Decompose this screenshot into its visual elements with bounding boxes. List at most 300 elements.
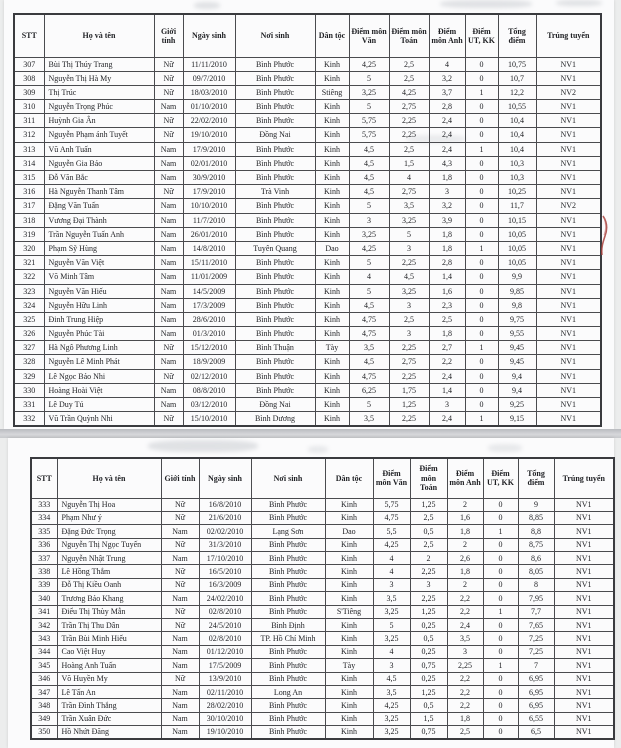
diem-mon-van-cell: 4,5 [373, 672, 410, 685]
diem-ut-kk-cell: 0 [465, 256, 498, 270]
column-header: STT [31, 458, 57, 498]
column-header: Điểm môn Anh [447, 458, 483, 498]
diem-mon-toan-cell: 3 [389, 327, 429, 341]
tong-diem-cell: 11,7 [498, 199, 536, 213]
dan-toc-cell: Kinh [325, 538, 373, 551]
diem-mon-van-cell: 4,5 [349, 171, 389, 185]
tong-diem-cell: 9,55 [498, 327, 536, 341]
stt-cell: 348 [31, 699, 57, 712]
dan-toc-cell: Kinh [325, 565, 373, 578]
diem-mon-van-cell: 4,75 [349, 369, 389, 383]
diem-mon-anh-cell: 1,8 [429, 327, 465, 341]
diem-mon-toan-cell: 2,75 [389, 185, 429, 199]
column-header: Giới tính [154, 14, 183, 57]
ho-va-ten-cell: Hoàng Hoài Việt [44, 383, 154, 397]
noi-sinh-cell: Bình Phước [235, 256, 315, 270]
scan-smudge [194, 2, 220, 9]
trung-tuyen-cell: NV1 [536, 284, 601, 298]
table-row [14, 128, 601, 142]
diem-ut-kk-cell: 0 [465, 369, 498, 383]
diem-mon-van-cell: 4,5 [349, 142, 389, 156]
diem-ut-kk-cell: 0 [465, 100, 498, 114]
diem-mon-van-cell: 4,5 [349, 298, 389, 312]
diem-mon-toan-cell: 2,5 [389, 57, 429, 71]
stt-cell: 310 [14, 100, 44, 114]
noi-sinh-cell: Bình Phước [251, 659, 325, 672]
diem-ut-kk-cell: 1 [483, 659, 518, 672]
tong-diem-cell: 10,4 [498, 114, 536, 128]
table-row [14, 327, 601, 341]
stt-cell: 318 [14, 213, 44, 227]
document-page-2 [8, 438, 614, 748]
gioi-tinh-cell: Nữ [161, 619, 199, 632]
ngay-sinh-cell: 16/5/2010 [199, 565, 251, 578]
ngay-sinh-cell: 18/9/2009 [183, 355, 235, 369]
trung-tuyen-cell: NV1 [536, 100, 601, 114]
tong-diem-cell: 6,95 [518, 672, 554, 685]
tong-diem-cell: 10,7 [498, 71, 536, 85]
ngay-sinh-cell: 17/9/2010 [183, 185, 235, 199]
diem-mon-van-cell: 3,25 [373, 605, 410, 618]
trung-tuyen-cell: NV1 [536, 213, 601, 227]
trung-tuyen-cell: NV1 [536, 57, 601, 71]
ngay-sinh-cell: 26/01/2010 [183, 227, 235, 241]
trung-tuyen-cell: NV1 [536, 383, 601, 397]
diem-mon-van-cell: 3,5 [349, 341, 389, 355]
diem-mon-van-cell: 3,5 [373, 592, 410, 605]
diem-mon-anh-cell: 2,5 [429, 312, 465, 326]
tong-diem-cell: 10,25 [498, 185, 536, 199]
diem-mon-anh-cell: 2,2 [429, 355, 465, 369]
diem-mon-van-cell: 4,5 [349, 355, 389, 369]
trung-tuyen-cell: NV1 [536, 71, 601, 85]
diem-ut-kk-cell: 1 [465, 241, 498, 255]
diem-mon-anh-cell: 2,2 [447, 685, 483, 698]
ngay-sinh-cell: 01/3/2010 [183, 327, 235, 341]
stt-cell: 341 [31, 605, 57, 618]
noi-sinh-cell: Đồng Nai [235, 128, 315, 142]
trung-tuyen-cell: NV1 [554, 552, 614, 565]
results-table-page-1 [13, 13, 602, 427]
noi-sinh-cell: Bình Phước [235, 171, 315, 185]
diem-mon-van-cell: 3,25 [349, 85, 389, 99]
dan-toc-cell: Kinh [315, 199, 349, 213]
table-row [14, 185, 601, 199]
ngay-sinh-cell: 15/11/2010 [183, 256, 235, 270]
stt-cell: 349 [31, 712, 57, 725]
dan-toc-cell: Kinh [315, 57, 349, 71]
tong-diem-cell: 8,85 [518, 511, 554, 524]
ngay-sinh-cell: 17/3/2009 [183, 298, 235, 312]
diem-mon-anh-cell: 2,3 [429, 298, 465, 312]
diem-mon-van-cell: 3,5 [373, 685, 410, 698]
ngay-sinh-cell: 19/10/2010 [183, 128, 235, 142]
ngay-sinh-cell: 15/10/2010 [183, 412, 235, 426]
diem-mon-toan-cell: 2,25 [389, 256, 429, 270]
gioi-tinh-cell: Nữ [161, 498, 199, 511]
gioi-tinh-cell: Nữ [161, 565, 199, 578]
diem-mon-anh-cell: 3,9 [429, 213, 465, 227]
noi-sinh-cell: Bình Phước [235, 156, 315, 170]
ngay-sinh-cell: 17/9/2010 [183, 142, 235, 156]
trung-tuyen-cell: NV1 [554, 605, 614, 618]
header-row [31, 458, 614, 498]
stt-cell: 314 [14, 156, 44, 170]
table-row [14, 369, 601, 383]
ngay-sinh-cell: 17/10/2010 [199, 552, 251, 565]
stt-cell: 336 [31, 538, 57, 551]
diem-mon-van-cell: 4,25 [349, 57, 389, 71]
trung-tuyen-cell: NV1 [536, 398, 601, 412]
noi-sinh-cell: Bình Phước [251, 565, 325, 578]
noi-sinh-cell: Bình Phước [235, 100, 315, 114]
diem-ut-kk-cell: 0 [465, 298, 498, 312]
column-header: Dân tộc [325, 458, 373, 498]
dan-toc-cell: Kinh [315, 298, 349, 312]
trung-tuyen-cell: NV1 [554, 685, 614, 698]
stt-cell: 347 [31, 685, 57, 698]
gioi-tinh-cell: Nam [154, 284, 183, 298]
noi-sinh-cell: Bình Phước [235, 327, 315, 341]
column-header: Họ và tên [57, 458, 161, 498]
gioi-tinh-cell: Nữ [161, 605, 199, 618]
gioi-tinh-cell: Nam [161, 592, 199, 605]
table-row [31, 552, 614, 565]
noi-sinh-cell: Bình Phước [251, 552, 325, 565]
gioi-tinh-cell: Nam [154, 213, 183, 227]
noi-sinh-cell: Bình Phước [235, 369, 315, 383]
column-header: Tổng điểm [518, 458, 554, 498]
gioi-tinh-cell: Nam [154, 241, 183, 255]
ngay-sinh-cell: 30/9/2010 [183, 171, 235, 185]
diem-mon-toan-cell: 2,25 [389, 341, 429, 355]
column-header: Điểm UT, KK [483, 458, 518, 498]
stt-cell: 334 [31, 511, 57, 524]
column-header: Điểm môn Toán [410, 458, 447, 498]
diem-mon-anh-cell: 2,4 [429, 142, 465, 156]
ngay-sinh-cell: 31/3/2010 [199, 538, 251, 551]
dan-toc-cell: Kinh [315, 327, 349, 341]
scan-smudge [440, 0, 532, 8]
ho-va-ten-cell: Hoàng Anh Tuấn [57, 659, 161, 672]
ho-va-ten-cell: Võ Minh Tâm [44, 270, 154, 284]
diem-mon-van-cell: 4,25 [373, 538, 410, 551]
noi-sinh-cell: Bình Phước [251, 605, 325, 618]
ngay-sinh-cell: 02/01/2010 [183, 156, 235, 170]
page-separator [0, 429, 621, 438]
ho-va-ten-cell: Nguyễn Phạm ánh Tuyết [44, 128, 154, 142]
diem-mon-toan-cell: 3,25 [389, 284, 429, 298]
ngay-sinh-cell: 21/6/2010 [199, 511, 251, 524]
diem-mon-toan-cell: 0,25 [410, 672, 447, 685]
dan-toc-cell: Kinh [325, 552, 373, 565]
table-row [14, 312, 601, 326]
diem-mon-toan-cell: 2,5 [389, 142, 429, 156]
tong-diem-cell: 7,95 [518, 592, 554, 605]
ho-va-ten-cell: Lê Ngọc Bảo Nhi [44, 369, 154, 383]
diem-mon-van-cell: 3 [373, 659, 410, 672]
table-row [31, 726, 614, 739]
trung-tuyen-cell: NV1 [536, 355, 601, 369]
table-row [14, 412, 601, 426]
gioi-tinh-cell: Nam [161, 659, 199, 672]
noi-sinh-cell: Bình Phước [251, 498, 325, 511]
tong-diem-cell: 6,5 [518, 726, 554, 739]
diem-ut-kk-cell: 0 [465, 128, 498, 142]
ho-va-ten-cell: Cao Việt Huy [57, 645, 161, 658]
dan-toc-cell: Kinh [315, 185, 349, 199]
diem-ut-kk-cell: 0 [483, 672, 518, 685]
table-row [14, 398, 601, 412]
red-pen-mark [596, 214, 612, 258]
ho-va-ten-cell: Hà Ngô Phương Linh [44, 341, 154, 355]
trung-tuyen-cell: NV1 [536, 312, 601, 326]
gioi-tinh-cell: Nam [154, 383, 183, 397]
ho-va-ten-cell: Đặng Văn Tuấn [44, 199, 154, 213]
trung-tuyen-cell: NV1 [554, 592, 614, 605]
noi-sinh-cell: TP. Hồ Chí Minh [251, 632, 325, 645]
dan-toc-cell: Kinh [325, 498, 373, 511]
ngay-sinh-cell: 08/8/2010 [183, 383, 235, 397]
diem-mon-toan-cell: 2 [410, 552, 447, 565]
diem-ut-kk-cell: 0 [483, 511, 518, 524]
trung-tuyen-cell: NV1 [554, 565, 614, 578]
diem-mon-toan-cell: 1,5 [410, 712, 447, 725]
stt-cell: 346 [31, 672, 57, 685]
table-row [31, 565, 614, 578]
table-row [31, 712, 614, 725]
ho-va-ten-cell: Trần Bùi Minh Hiếu [57, 632, 161, 645]
stt-cell: 323 [14, 284, 44, 298]
ngay-sinh-cell: 22/02/2010 [183, 114, 235, 128]
dan-toc-cell: Kinh [325, 699, 373, 712]
ngay-sinh-cell: 02/8/2010 [199, 605, 251, 618]
ho-va-ten-cell: Lê Tấn An [57, 685, 161, 698]
tong-diem-cell: 9,4 [498, 383, 536, 397]
diem-ut-kk-cell: 0 [465, 312, 498, 326]
noi-sinh-cell: Bình Phước [235, 71, 315, 85]
tong-diem-cell: 6,95 [518, 699, 554, 712]
gioi-tinh-cell: Nam [161, 685, 199, 698]
table-row [14, 284, 601, 298]
dan-toc-cell: Stiêng [315, 85, 349, 99]
stt-cell: 342 [31, 619, 57, 632]
gioi-tinh-cell: Nữ [154, 85, 183, 99]
dan-toc-cell: Kinh [315, 412, 349, 426]
diem-mon-anh-cell: 3 [429, 185, 465, 199]
stt-cell: 313 [14, 142, 44, 156]
scan-smudge [148, 440, 258, 452]
gioi-tinh-cell: Nam [161, 712, 199, 725]
noi-sinh-cell: Trà Vinh [235, 185, 315, 199]
table-row [14, 57, 601, 71]
stt-cell: 320 [14, 241, 44, 255]
tong-diem-cell: 9,4 [498, 369, 536, 383]
diem-mon-van-cell: 4 [349, 270, 389, 284]
ngay-sinh-cell: 16/3/2009 [199, 578, 251, 591]
ngay-sinh-cell: 24/02/2010 [199, 592, 251, 605]
column-header: Tổng điểm [498, 14, 536, 57]
tong-diem-cell: 10,05 [498, 256, 536, 270]
ho-va-ten-cell: Đặng Đức Trọng [57, 525, 161, 538]
trung-tuyen-cell: NV2 [536, 85, 601, 99]
gioi-tinh-cell: Nữ [154, 114, 183, 128]
diem-mon-anh-cell: 2,8 [429, 256, 465, 270]
tong-diem-cell: 7 [518, 659, 554, 672]
ngay-sinh-cell: 03/12/2010 [183, 398, 235, 412]
column-header: STT [14, 14, 44, 57]
diem-mon-anh-cell: 2,2 [447, 605, 483, 618]
noi-sinh-cell: Bình Phước [235, 312, 315, 326]
diem-ut-kk-cell: 0 [483, 592, 518, 605]
dan-toc-cell: Kinh [315, 213, 349, 227]
noi-sinh-cell: Bình Phước [251, 726, 325, 739]
table-row [14, 142, 601, 156]
diem-mon-van-cell: 4 [373, 565, 410, 578]
ngay-sinh-cell: 28/6/2010 [183, 312, 235, 326]
trung-tuyen-cell: NV1 [554, 632, 614, 645]
table-row [14, 355, 601, 369]
diem-mon-van-cell: 5,75 [349, 128, 389, 142]
diem-ut-kk-cell: 1 [483, 525, 518, 538]
gioi-tinh-cell: Nữ [154, 412, 183, 426]
diem-mon-anh-cell: 2,4 [429, 412, 465, 426]
noi-sinh-cell: Bình Phước [251, 712, 325, 725]
diem-mon-van-cell: 5 [349, 100, 389, 114]
diem-ut-kk-cell: 1 [465, 85, 498, 99]
diem-mon-van-cell: 4,75 [373, 511, 410, 524]
trung-tuyen-cell: NV1 [536, 114, 601, 128]
trung-tuyen-cell: NV1 [554, 645, 614, 658]
table-row [31, 645, 614, 658]
diem-ut-kk-cell: 1 [465, 341, 498, 355]
diem-mon-anh-cell: 1,8 [429, 241, 465, 255]
noi-sinh-cell: Bình Phước [251, 578, 325, 591]
noi-sinh-cell: Bình Phước [235, 85, 315, 99]
ngay-sinh-cell: 01/12/2010 [199, 645, 251, 658]
diem-ut-kk-cell: 0 [483, 726, 518, 739]
diem-mon-anh-cell: 2,8 [429, 100, 465, 114]
table-row [31, 498, 614, 511]
diem-mon-toan-cell: 1,5 [389, 156, 429, 170]
table-row [14, 156, 601, 170]
ngay-sinh-cell: 11/7/2010 [183, 213, 235, 227]
diem-mon-toan-cell: 0,25 [410, 645, 447, 658]
gioi-tinh-cell: Nữ [161, 538, 199, 551]
trung-tuyen-cell: NV1 [554, 511, 614, 524]
ho-va-ten-cell: Đỗ Thị Kiều Oanh [57, 578, 161, 591]
tong-diem-cell: 8,6 [518, 552, 554, 565]
noi-sinh-cell: Bình Phước [235, 213, 315, 227]
gioi-tinh-cell: Nam [154, 156, 183, 170]
diem-mon-toan-cell: 3 [389, 298, 429, 312]
diem-mon-anh-cell: 1,4 [429, 383, 465, 397]
dan-toc-cell: Kinh [315, 256, 349, 270]
diem-mon-anh-cell: 3 [429, 398, 465, 412]
diem-mon-toan-cell: 2,75 [389, 355, 429, 369]
tong-diem-cell: 9 [518, 498, 554, 511]
tong-diem-cell: 9,45 [498, 341, 536, 355]
ho-va-ten-cell: Đỗ Văn Bắc [44, 171, 154, 185]
stt-cell: 312 [14, 128, 44, 142]
noi-sinh-cell: Bình Phước [235, 298, 315, 312]
trung-tuyen-cell: NV1 [554, 498, 614, 511]
gioi-tinh-cell: Nam [154, 256, 183, 270]
diem-mon-anh-cell: 1,8 [447, 712, 483, 725]
table-row [14, 270, 601, 284]
ho-va-ten-cell: Điểu Thị Thùy Mẫn [57, 605, 161, 618]
dan-toc-cell: Kinh [315, 383, 349, 397]
diem-mon-anh-cell: 3,7 [429, 85, 465, 99]
diem-mon-anh-cell: 1,4 [429, 270, 465, 284]
tong-diem-cell: 10,55 [498, 100, 536, 114]
dan-toc-cell: Kinh [315, 398, 349, 412]
dan-toc-cell: Tày [315, 341, 349, 355]
trung-tuyen-cell: NV1 [536, 241, 601, 255]
gioi-tinh-cell: Nam [154, 100, 183, 114]
trung-tuyen-cell: NV1 [536, 227, 601, 241]
diem-mon-van-cell: 5 [373, 619, 410, 632]
tong-diem-cell: 6,95 [518, 685, 554, 698]
diem-ut-kk-cell: 0 [483, 619, 518, 632]
diem-mon-van-cell: 5,75 [373, 498, 410, 511]
diem-mon-anh-cell: 2,7 [429, 341, 465, 355]
diem-mon-anh-cell: 2,2 [447, 592, 483, 605]
scan-smudge [556, 0, 602, 6]
ho-va-ten-cell: Nguyễn Hữu Linh [44, 298, 154, 312]
ngay-sinh-cell: 18/03/2010 [183, 85, 235, 99]
results-table-page-2 [30, 457, 615, 740]
scan-smudge [308, 446, 328, 453]
gioi-tinh-cell: Nam [161, 552, 199, 565]
gioi-tinh-cell: Nam [154, 270, 183, 284]
stt-cell: 308 [14, 71, 44, 85]
diem-mon-toan-cell: 4,25 [389, 85, 429, 99]
table-row [14, 341, 601, 355]
diem-mon-van-cell: 3,25 [373, 726, 410, 739]
diem-mon-van-cell: 3,25 [373, 632, 410, 645]
trung-tuyen-cell: NV1 [554, 619, 614, 632]
ngay-sinh-cell: 14/8/2010 [183, 241, 235, 255]
diem-mon-toan-cell: 1,25 [410, 498, 447, 511]
column-header: Điểm môn Văn [349, 14, 389, 57]
gioi-tinh-cell: Nam [161, 525, 199, 538]
diem-mon-anh-cell: 2,4 [429, 114, 465, 128]
tong-diem-cell: 7,65 [518, 619, 554, 632]
diem-mon-van-cell: 5 [349, 284, 389, 298]
column-header: Họ và tên [44, 14, 154, 57]
dan-toc-cell: Kinh [315, 227, 349, 241]
dan-toc-cell: Kinh [325, 511, 373, 524]
tong-diem-cell: 10,75 [498, 57, 536, 71]
dan-toc-cell: Kinh [325, 672, 373, 685]
diem-mon-van-cell: 5 [349, 71, 389, 85]
gioi-tinh-cell: Nữ [161, 511, 199, 524]
dan-toc-cell: Kinh [325, 645, 373, 658]
table-row [31, 685, 614, 698]
ho-va-ten-cell: Nguyễn Thị Ngọc Tuyến [57, 538, 161, 551]
ngay-sinh-cell: 16/8/2010 [199, 498, 251, 511]
ho-va-ten-cell: Phạm Sỹ Hùng [44, 241, 154, 255]
noi-sinh-cell: Bình Dương [235, 412, 315, 426]
diem-mon-anh-cell: 1,6 [447, 511, 483, 524]
trung-tuyen-cell: NV1 [536, 341, 601, 355]
trung-tuyen-cell: NV1 [554, 699, 614, 712]
ngay-sinh-cell: 17/5/2009 [199, 659, 251, 672]
ho-va-ten-cell: Nguyễn Gia Bảo [44, 156, 154, 170]
ngay-sinh-cell: 24/5/2010 [199, 619, 251, 632]
ho-va-ten-cell: Nguyễn Trọng Phúc [44, 100, 154, 114]
